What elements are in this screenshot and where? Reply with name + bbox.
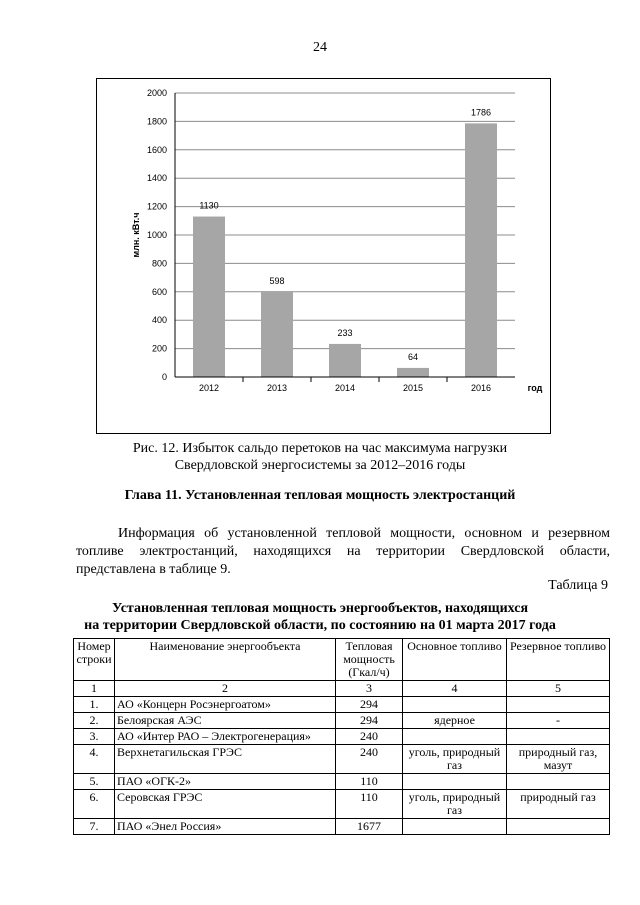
y-axis-label: млн. кВт.ч [131,212,141,258]
cell-thermal-capacity: 240 [336,745,403,774]
data-label: 64 [407,351,419,362]
column-number: 4 [403,681,507,697]
bar-chart [97,79,552,435]
y-tick-label: 1400 [146,173,167,184]
cell-reserve-fuel [507,729,610,745]
y-tick-label: 200 [151,343,167,354]
y-tick-label: 2000 [146,88,167,98]
y-tick-label: 1000 [146,230,167,240]
bar [329,344,361,377]
cell-thermal-capacity: 110 [336,790,403,819]
chapter-title: Глава 11. Установленная тепловая мощность электростанций [124,488,516,503]
header-thermal-capacity: Тепловая мощность (Гкал/ч) [336,639,403,681]
cell-row-number: 7. [74,819,115,835]
bar [193,217,225,377]
cell-reserve-fuel [507,819,610,835]
table-row [74,713,610,729]
column-number: 1 [74,681,115,697]
caption-line-1: Рис. 12. Избыток сальдо перетоков на час максимума нагрузки [132,441,508,456]
column-number: 3 [336,681,403,697]
cell-reserve-fuel: - [507,713,610,729]
cell-main-fuel: уголь, природный газ [403,790,507,819]
bar [261,292,293,377]
cell-main-fuel [403,819,507,835]
cell-main-fuel [403,729,507,745]
cell-thermal-capacity: 240 [336,729,403,745]
data-label: 598 [269,276,285,287]
cell-reserve-fuel: природный газ [507,790,610,819]
y-tick-label: 1600 [146,144,167,155]
table-title-line-2: на территории Свердловской области, по состоянию на 01 марта 2017 года [84,618,556,633]
cell-name: АО «Интер РАО – Электрогенерация» [115,729,336,745]
header-row-number: Номер строки [74,639,115,681]
table-row [74,774,610,790]
cell-row-number: 5. [74,774,115,790]
column-number: 5 [507,681,610,697]
cell-name: АО «Концерн Росэнергоатом» [115,697,336,713]
header-reserve-fuel: Резервное топливо [507,639,610,681]
table-row [74,790,610,819]
y-tick-label: 400 [151,315,167,326]
y-tick-label: 0 [161,372,167,382]
cell-row-number: 4. [74,745,115,774]
header-name: Наименование энергообъекта [115,639,336,681]
y-tick-label: 1800 [146,116,167,127]
cell-name: ПАО «ОГК-2» [115,774,336,790]
cell-row-number: 1. [74,697,115,713]
cell-row-number: 6. [74,790,115,819]
y-tick-label: 600 [151,286,167,297]
data-label: 1130 [199,200,219,211]
bar [465,123,497,377]
cell-row-number: 3. [74,729,115,745]
caption-line-2: Свердловской энергосистемы за 2012–2016 годы [174,458,466,473]
x-tick-label: 2013 [266,383,288,393]
data-table [73,638,610,835]
table-row [74,697,610,713]
cell-name: ПАО «Энел Россия» [115,819,336,835]
table-header-row [74,639,610,681]
cell-main-fuel: ядерное [403,713,507,729]
cell-name: Серовская ГРЭС [115,790,336,819]
table-title [0,600,640,634]
cell-thermal-capacity: 110 [336,774,403,790]
page-number: 24 [313,40,327,55]
table-row [74,819,610,835]
cell-thermal-capacity: 294 [336,697,403,713]
data-label: 233 [337,327,353,338]
x-axis-label: год [527,383,543,393]
body-paragraph [76,525,610,579]
y-tick-label: 1200 [146,201,167,212]
x-tick-label: 2016 [470,383,492,393]
table-label: Таблица 9 [548,578,608,593]
table-row [74,745,610,774]
cell-reserve-fuel [507,697,610,713]
cell-reserve-fuel: природный газ, мазут [507,745,610,774]
cell-thermal-capacity: 1677 [336,819,403,835]
header-main-fuel: Основное топливо [403,639,507,681]
bar [397,368,429,377]
column-number: 2 [115,681,336,697]
x-tick-label: 2014 [334,383,356,393]
x-tick-label: 2015 [402,383,424,393]
paragraph-text: Информация об установленной тепловой мощности, основном и резервном топливе электростанций, находящихся на территории Свердловской области, представлена в таблице 9. [76,526,610,577]
y-tick-label: 800 [151,258,167,269]
cell-main-fuel [403,774,507,790]
table-title-line-1: Установленная тепловая мощность энергообъектов, находящихся [111,601,529,616]
cell-name: Верхнетагильская ГРЭС [115,745,336,774]
column-number-row [74,681,610,697]
cell-main-fuel [403,697,507,713]
figure-caption [0,440,640,474]
cell-reserve-fuel [507,774,610,790]
table-row [74,729,610,745]
data-label: 1786 [470,107,492,118]
cell-thermal-capacity: 294 [336,713,403,729]
x-tick-label: 2012 [198,383,220,393]
cell-main-fuel: уголь, природный газ [403,745,507,774]
chart-frame [96,78,551,434]
cell-name: Белоярская АЭС [115,713,336,729]
cell-row-number: 2. [74,713,115,729]
